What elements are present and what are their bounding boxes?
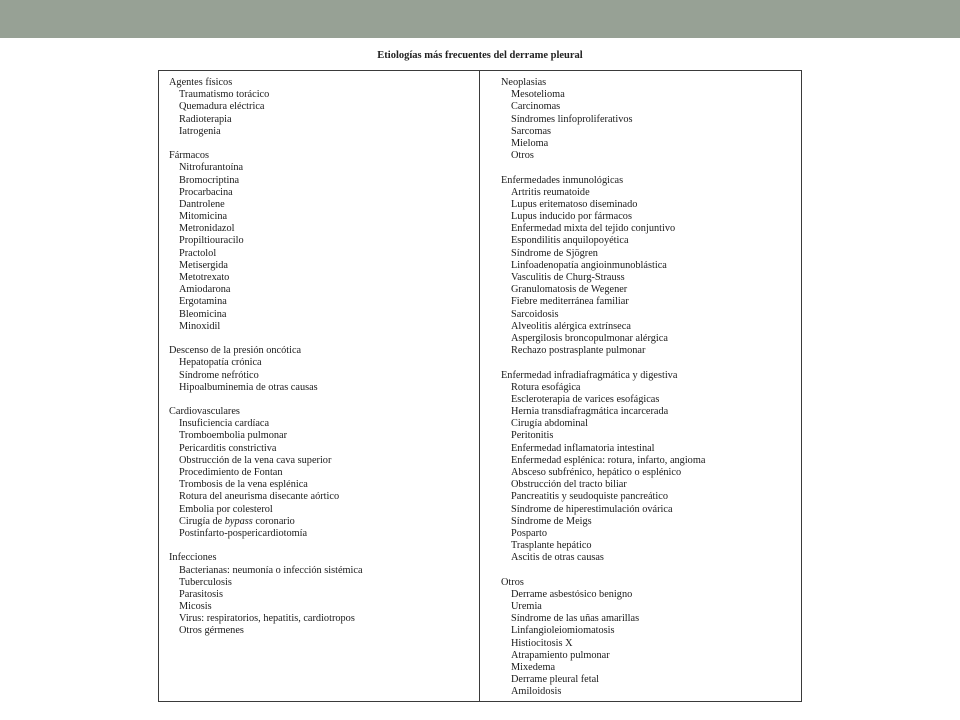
category-section xyxy=(169,345,469,394)
cause-item: Síndrome de las uñas amarillas xyxy=(511,613,640,625)
cause-item: Enfermedad inflamatoria intestinal xyxy=(511,442,655,454)
cause-item: Rotura del aneurisma disecante aórtico xyxy=(179,491,340,503)
category-heading: Enfermedad infradiafragmática y digestiva xyxy=(501,369,678,381)
cause-item: Ergotamina xyxy=(179,296,227,308)
cause-item: Cirugía abdominal xyxy=(511,418,588,430)
cause-item: Sarcoidosis xyxy=(511,308,559,320)
cause-item: Traumatismo torácico xyxy=(179,89,270,101)
etiology-table xyxy=(158,70,802,702)
cause-item: Síndrome nefrótico xyxy=(179,369,259,381)
cause-item: Lupus inducido por fármacos xyxy=(511,211,632,223)
cause-item: Hepatopatía crónica xyxy=(179,357,262,369)
cause-item: Micosis xyxy=(179,601,212,613)
cause-item: Lupus eritematoso diseminado xyxy=(511,198,638,210)
header-bar xyxy=(0,0,960,38)
cause-item: Aspergilosis broncopulmonar alérgica xyxy=(511,332,668,344)
cause-item: Postinfarto-pospericardiotomía xyxy=(179,527,308,539)
cause-item: Mitomicina xyxy=(179,211,228,223)
cause-item: Radioterapia xyxy=(179,113,232,125)
cause-item: Obstrucción del tracto biliar xyxy=(511,479,627,491)
cause-item: Metronidazol xyxy=(179,223,235,235)
cause-item: Alveolitis alérgica extrínseca xyxy=(511,320,631,332)
cause-item: Nitrofurantoína xyxy=(179,162,244,174)
category-section xyxy=(501,175,797,358)
cause-item: Enfermedad esplénica: rotura, infarto, angioma xyxy=(511,454,706,466)
cause-item: Metisergida xyxy=(179,259,228,271)
document-title: Etiologías más frecuentes del derrame pleural xyxy=(377,50,583,61)
category-heading: Infecciones xyxy=(169,552,217,564)
category-section xyxy=(169,552,469,637)
cause-item: Ascitis de otras causas xyxy=(511,552,604,564)
cause-item: Dantrolene xyxy=(179,198,225,210)
cause-item: Obstrucción de la vena cava superior xyxy=(179,454,332,466)
cause-item: Embolia por colesterol xyxy=(179,503,273,515)
category-heading: Descenso de la presión oncótica xyxy=(169,345,302,357)
cause-item: Otros xyxy=(511,150,534,162)
category-heading: Cardiovasculares xyxy=(169,406,240,418)
right-column xyxy=(501,77,797,711)
cause-item: Uremia xyxy=(511,601,542,613)
cause-item: Propiltiouracilo xyxy=(179,235,244,247)
cause-item: Derrame asbestósico benigno xyxy=(511,588,633,600)
category-heading: Neoplasias xyxy=(501,77,547,88)
cause-item: Carcinomas xyxy=(511,101,561,113)
category-section xyxy=(501,77,797,162)
cause-item: Vasculitis de Churg-Strauss xyxy=(511,272,625,283)
category-heading: Otros xyxy=(501,576,524,588)
cause-item: Trombosis de la vena esplénica xyxy=(179,479,308,491)
cause-item: Síndrome de Meigs xyxy=(511,515,592,527)
cause-item: Pericarditis constrictiva xyxy=(179,442,277,454)
cause-item: Rotura esofágica xyxy=(511,381,581,393)
cause-item: Fiebre mediterránea familiar xyxy=(511,296,629,308)
cause-item: Procarbacina xyxy=(179,186,233,198)
cause-item: Enfermedad mixta del tejido conjuntivo xyxy=(511,223,676,235)
cause-item: Peritonitis xyxy=(511,430,554,442)
cause-item: Pancreatitis y seudoquiste pancreático xyxy=(511,491,668,503)
cause-item: Insuficiencia cardíaca xyxy=(179,418,270,430)
category-section xyxy=(501,370,797,565)
cause-item: Histiocitosis X xyxy=(511,637,573,649)
cause-item: Sarcomas xyxy=(511,125,552,137)
cause-item: Artritis reumatoide xyxy=(511,186,590,198)
cause-item: Tuberculosis xyxy=(179,576,232,588)
cause-item: Atrapamiento pulmonar xyxy=(511,649,610,661)
cause-item: Bacterianas: neumonía o infección sistémica xyxy=(179,564,363,576)
column-divider xyxy=(479,71,480,701)
cause-item: Escleroterapia de varices esofágicas xyxy=(511,393,660,405)
cause-item: Síndromes linfoproliferativos xyxy=(511,113,633,125)
cause-item: Tromboembolia pulmonar xyxy=(179,430,288,442)
cause-item: Virus: respiratorios, hepatitis, cardiotropos xyxy=(179,613,355,625)
category-heading: Enfermedades inmunológicas xyxy=(501,174,624,186)
cause-item: Amiloidosis xyxy=(511,686,562,698)
category-heading: Agentes físicos xyxy=(169,77,233,88)
cause-item: Practolol xyxy=(179,247,217,259)
cause-item: Mesotelioma xyxy=(511,89,565,101)
cause-item: Bromocriptina xyxy=(179,174,240,186)
cause-item: Derrame pleural fetal xyxy=(511,674,600,686)
cause-item: Linfoadenopatía angioinmunoblástica xyxy=(511,259,667,271)
cause-item: Mieloma xyxy=(511,137,549,149)
category-section xyxy=(169,406,469,540)
cause-item: Mixedema xyxy=(511,662,556,673)
category-section xyxy=(501,577,797,699)
cause-item: Síndrome de Sjögren xyxy=(511,247,598,259)
category-heading: Fármacos xyxy=(169,150,210,162)
cause-item: Síndrome de hiperestimulación ovárica xyxy=(511,503,673,515)
cause-item: Quemadura eléctrica xyxy=(179,101,265,113)
cause-item: Metotrexato xyxy=(179,272,230,283)
category-section xyxy=(169,77,469,138)
cause-item: Iatrogenia xyxy=(179,125,221,137)
cause-item: Otros gérmenes xyxy=(179,625,244,637)
cause-item: Rechazo postrasplante pulmonar xyxy=(511,345,646,357)
cause-item: Absceso subfrénico, hepático o esplénico xyxy=(511,467,682,478)
cause-item: Trasplante hepático xyxy=(511,540,592,552)
cause-item: Amiodarona xyxy=(179,284,231,296)
cause-item: Cirugía de bypass coronario xyxy=(179,515,295,527)
cause-item: Procedimiento de Fontan xyxy=(179,467,283,478)
cause-item: Espondilitis anquilopoyética xyxy=(511,235,629,247)
cause-item: Granulomatosis de Wegener xyxy=(511,284,628,296)
cause-item: Hipoalbuminemia de otras causas xyxy=(179,381,318,393)
left-column xyxy=(169,77,469,650)
cause-item: Hernia transdiafragmática incarcerada xyxy=(511,406,669,418)
category-section xyxy=(169,150,469,333)
cause-item: Linfangioleiomiomatosis xyxy=(511,625,615,637)
cause-item: Parasitosis xyxy=(179,588,224,600)
cause-item: Minoxidil xyxy=(179,320,221,332)
cause-item: Bleomicina xyxy=(179,308,227,320)
cause-item: Posparto xyxy=(511,527,548,539)
